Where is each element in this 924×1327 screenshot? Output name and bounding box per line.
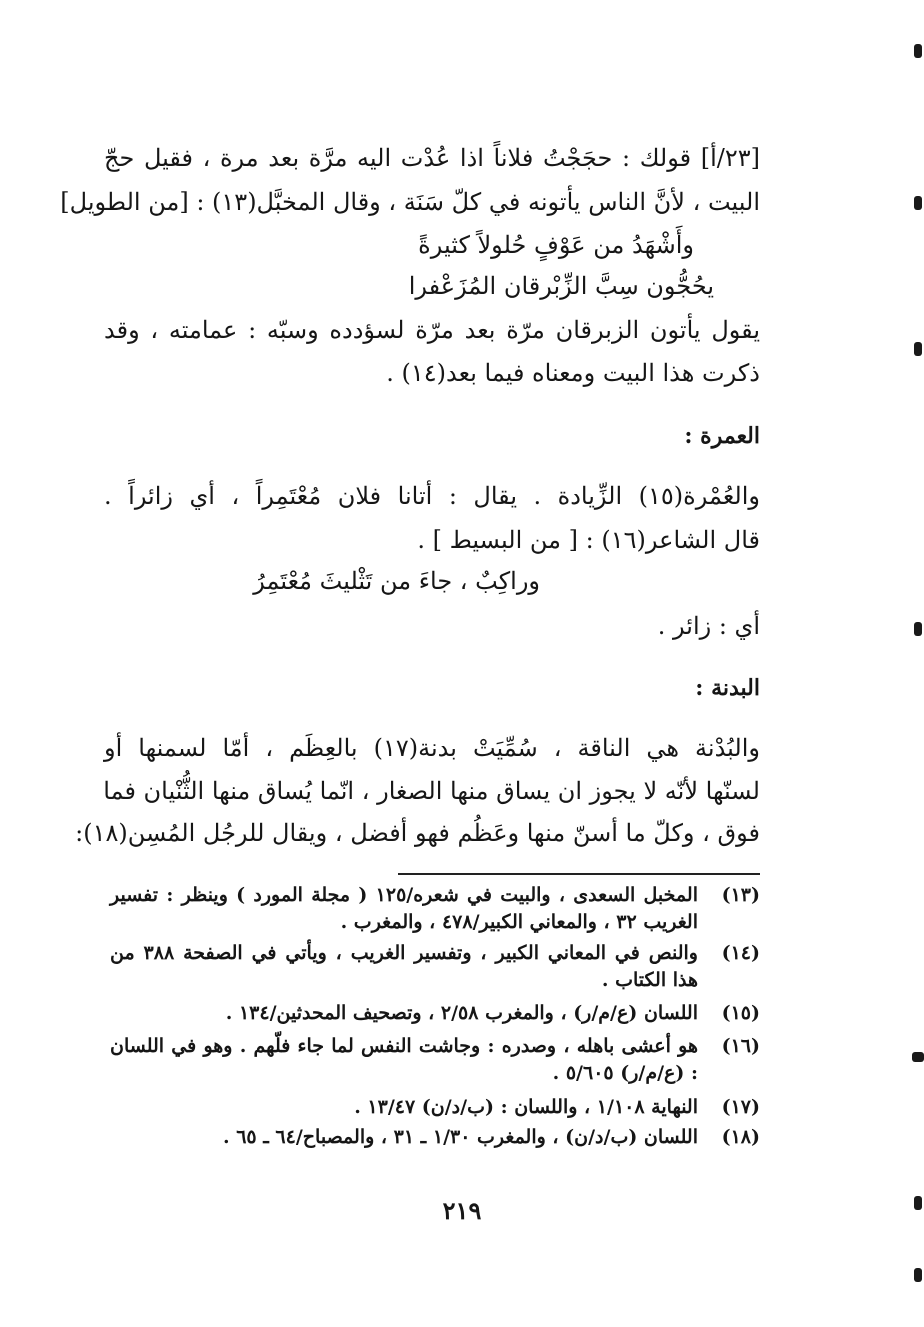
section-heading-badana: البدنة : <box>695 675 760 701</box>
scan-mark <box>914 1268 922 1282</box>
footnote-14 <box>110 940 760 994</box>
scan-mark <box>914 1196 922 1210</box>
footnote-text: هو أعشى باهله ، وصدره : وجاشت النفس لما جاء فلّهم . وهو في اللسان : (ع/م/ر) ٥/٦٠٥ . <box>110 1035 698 1084</box>
scan-mark <box>914 44 922 58</box>
scan-mark <box>912 1052 924 1062</box>
umra-verse: وراكِبٌ ، جاءَ من تَثْليثَ مُعْتَمِرُ <box>253 567 540 595</box>
body-line-1: [٢٣/أ] قولك : حجَجْتُ فلاناً اذا عُدْت اليه مرَّة بعد مرة ، فقيل حجّ <box>104 144 761 172</box>
umra-line-2: قال الشاعر(١٦) : [ من البسيط ] . <box>417 526 760 554</box>
footnote-number: (١٦) <box>721 1035 760 1057</box>
footnote-text: اللسان (ب/د/ن) ، والمغرب ١/٣٠ ـ ٣١ ، والمصباح/٦٤ ـ ٦٥ . <box>222 1126 698 1148</box>
footnote-number: (١٣) <box>721 884 760 906</box>
body-line-3: يقول يأتون الزبرقان مرّة بعد مرّة لسؤدده وسبّه : عمامته ، وقد <box>104 316 760 344</box>
badana-line-3: فوق ، وكلّ ما أسنّ منها وعَظُم فهو أفضل ، ويقال للرجُل المُسِن(١٨): <box>75 819 760 847</box>
umra-line-1: والعُمْرة(١٥) الزِّيادة . يقال : أتانا فلان مُعْتَمِراً ، أي زائراً . <box>104 482 760 510</box>
footnote-text: النهاية ١/١٠٨ ، واللسان : (ب/د/ن) ١٣/٤٧ . <box>354 1096 698 1118</box>
scan-mark <box>914 196 922 210</box>
badana-line-1: والبُدْنة هي الناقة ، سُمِّيَتْ بدنة(١٧) بالعِظَم ، أمّا لسمنها أو <box>104 734 760 762</box>
footnote-text: والنص في المعاني الكبير ، وتفسير الغريب ، ويأتي في الصفحة ٣٨٨ من هذا الكتاب . <box>110 942 698 991</box>
footnote-18 <box>110 1124 760 1151</box>
badana-line-2: لسنّها لأنّه لا يجوز ان يساق منها الصغار ، انّما يُساق منها الثُّنْيان فما <box>103 777 760 805</box>
footnote-16 <box>110 1033 760 1087</box>
footnote-17 <box>110 1094 760 1121</box>
body-line-4: ذكرت هذا البيت ومعناه فيما بعد(١٤) . <box>386 359 760 387</box>
footnote-number: (١٧) <box>721 1096 760 1118</box>
section-heading-umra: العمرة : <box>684 423 760 449</box>
umra-line-3: أي : زائر . <box>657 612 760 640</box>
footnote-text: المخبل السعدى ، والبيت في شعره/١٢٥ ( مجلة المورد ) وينظر : تفسير الغريب ٣٢ ، والمعاني الكبير/٤٧٨ ، والمغرب . <box>110 884 698 933</box>
footnote-number: (١٥) <box>721 1002 760 1024</box>
page-number: ٢١٩ <box>442 1196 482 1225</box>
body-line-2: البيت ، لأنَّ الناس يأتونه في كلّ سَنَة ، وقال المخبَّل(١٣) : [من الطويل] <box>60 188 760 216</box>
footnote-text: اللسان (ع/م/ر) ، والمغرب ٢/٥٨ ، وتصحيف المحدثين/١٣٤ . <box>225 1002 698 1024</box>
footnote-13 <box>110 882 760 936</box>
footnote-15 <box>110 1000 760 1027</box>
footnote-rule <box>398 873 760 875</box>
scan-mark <box>914 342 922 356</box>
footnote-number: (١٨) <box>721 1126 760 1148</box>
scan-mark <box>914 622 922 636</box>
footnote-number: (١٤) <box>721 942 760 964</box>
verse-line-1: وأَشْهَدُ من عَوْفٍ حُلولاً كثيرةً <box>418 231 694 259</box>
verse-line-2: يحُجُّون سِبَّ الزِّبْرقان المُزَعْفرا <box>408 272 714 300</box>
